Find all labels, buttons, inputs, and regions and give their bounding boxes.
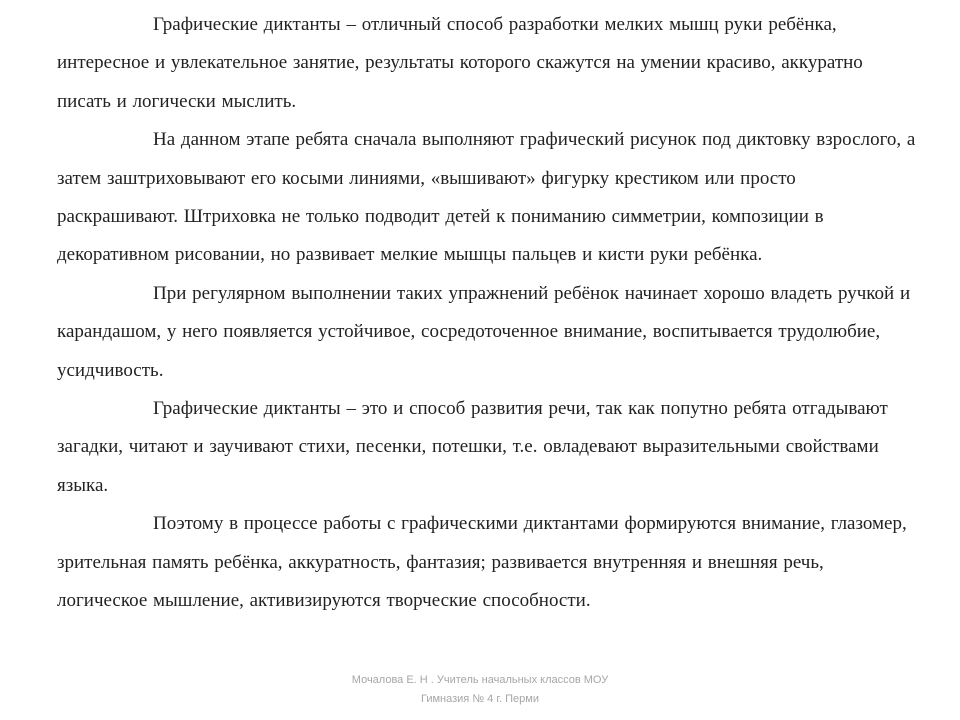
footer-school-line: Гимназия № 4 г. Перми bbox=[421, 693, 539, 705]
footer-author-line: Мочалова Е. Н . Учитель начальных классов МОУ bbox=[351, 674, 609, 686]
paragraph-4: Графические диктанты – это и способ развития речи, так как попутно ребята отгадывают загадки, читают и заучивают стихи, песенки, потешки, т.е. овладевают выразительными свойствами языка. bbox=[57, 398, 888, 496]
paragraph-5: Поэтому в процессе работы с графическими диктантами формируются внимание, глазомер, зрительная память ребёнка, аккуратность, фантазия; развивается внутренняя и внешняя речь, логическое мышление, активизируются творческие способности. bbox=[57, 513, 907, 612]
document-body bbox=[57, 6, 917, 621]
paragraph-3: При регулярном выполнении таких упражнений ребёнок начинает хорошо владеть ручкой и карандашом, у него появляется устойчивое, сосредоточенное внимание, воспитывается трудолюбие, усидчивость. bbox=[57, 282, 911, 381]
paragraph-2: На данном этапе ребята сначала выполняют графический рисунок под диктовку взрослого, а затем заштриховывают его косыми линиями, «вышивают» фигурку крестиком или просто раскрашивают. Штриховка не только подводит детей к пониманию симметрии, композиции в декоративном рисовании, но развивает мелкие мышцы пальцев и кисти руки ребёнка. bbox=[57, 129, 916, 266]
paragraph-1: Графические диктанты – отличный способ разработки мелких мышц руки ребёнка, интересное и увлекательное занятие, результаты которого скажутся на умении красиво, аккуратно писать и логически мыслить. bbox=[57, 14, 863, 112]
page-footer bbox=[0, 671, 960, 709]
